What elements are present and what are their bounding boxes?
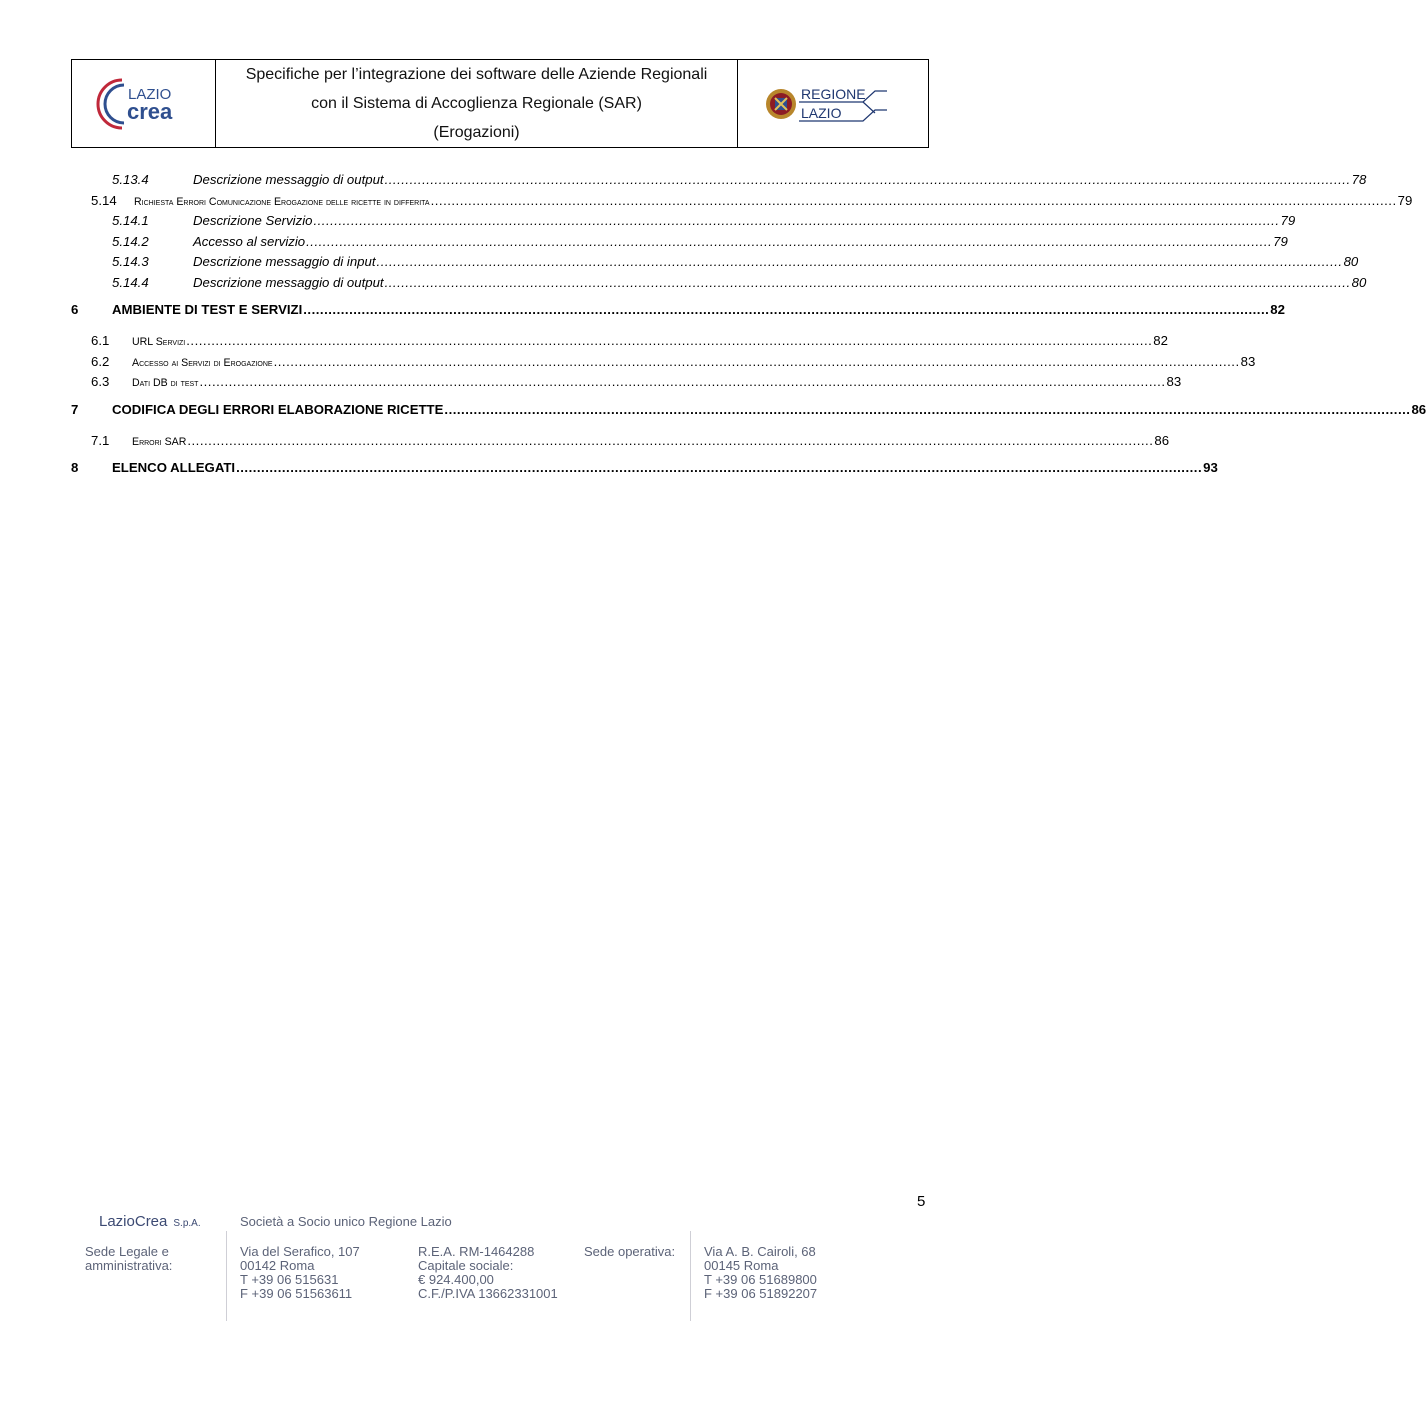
toc-page: 79 <box>1280 213 1296 228</box>
footer-sede-legale-label <box>85 1245 172 1273</box>
toc-entry-5-14-3[interactable] <box>71 254 1359 275</box>
toc-entry-5-14[interactable] <box>71 192 1413 214</box>
toc-entry-5-13-4[interactable] <box>71 172 1367 193</box>
toc-number: 6 <box>71 302 79 317</box>
footer-line: F +39 06 51563611 <box>240 1286 353 1301</box>
toc-entry-7[interactable] <box>71 401 1426 427</box>
footer-line: T +39 06 51689800 <box>704 1272 817 1287</box>
toc-page: 86 <box>1411 401 1426 417</box>
laziocrea-logo <box>72 60 216 147</box>
toc-entry-8[interactable] <box>71 460 1218 485</box>
footer-line: Capitale sociale: <box>418 1258 514 1273</box>
header-title-line-2: con il Sistema di Accoglienza Regionale (SAR) <box>311 95 642 112</box>
toc-title: Richiesta Errori Comunicazione Erogazione delle ricette in differita <box>134 195 430 208</box>
toc-entry-7-1[interactable] <box>71 432 1170 454</box>
toc-entry-5-14-4[interactable] <box>71 274 1367 296</box>
toc-title: ELENCO ALLEGATI <box>112 460 236 475</box>
footer-line: R.E.A. RM-1464288 <box>418 1244 535 1259</box>
footer-societa: Società a Socio unico Regione Lazio <box>240 1214 452 1229</box>
document-header <box>71 59 929 148</box>
toc-leader: ........................................................................................................................................................................................................................................ <box>273 353 1240 369</box>
toc-entry-6-2[interactable] <box>71 353 1256 375</box>
document-footer <box>0 1210 1000 1330</box>
toc-title: Dati DB di test <box>132 377 199 389</box>
toc-entry-6[interactable] <box>71 302 1285 327</box>
toc-number: 7 <box>71 401 79 417</box>
table-of-contents <box>71 172 1426 485</box>
footer-sede-operativa-address <box>704 1245 817 1301</box>
toc-page: 83 <box>1166 374 1182 389</box>
toc-number: 6.3 <box>91 374 110 389</box>
page-number: 5 <box>917 1193 926 1210</box>
footer-sede-legale-address <box>240 1245 360 1301</box>
toc-number: 5.14.4 <box>112 274 149 290</box>
header-title <box>216 60 738 147</box>
footer-line: T +39 06 515631 <box>240 1272 339 1287</box>
footer-line: 00142 Roma <box>240 1258 315 1273</box>
toc-leader: ........................................................................................................................................................................................................................................ <box>303 302 1270 317</box>
footer-line: Sede Legale e <box>85 1244 169 1259</box>
toc-leader: ........................................................................................................................................................................................................................................ <box>384 172 1351 187</box>
footer-line: F +39 06 51892207 <box>704 1286 818 1301</box>
toc-entry-6-1[interactable] <box>71 333 1168 354</box>
footer-brand-name: LazioCrea <box>99 1213 168 1230</box>
footer-rea <box>418 1245 558 1301</box>
toc-number: 7.1 <box>91 432 110 448</box>
footer-line: C.F./P.IVA 13662331001 <box>418 1286 558 1301</box>
toc-leader: ........................................................................................................................................................................................................................................ <box>199 374 1166 389</box>
footer-divider <box>226 1231 227 1321</box>
toc-title: Accesso ai Servizi di Erogazione <box>132 356 273 369</box>
toc-number: 6.1 <box>91 333 110 348</box>
toc-leader: ........................................................................................................................................................................................................................................ <box>444 401 1411 417</box>
header-title-line-1: Specifiche per l’integrazione dei software delle Aziende Regionali <box>245 66 708 83</box>
toc-title: Errori SAR <box>132 435 187 448</box>
toc-page: 80 <box>1351 274 1367 290</box>
toc-page: 86 <box>1154 432 1170 448</box>
toc-leader: ........................................................................................................................................................................................................................................ <box>430 192 1397 208</box>
toc-page: 93 <box>1203 460 1218 475</box>
toc-page: 79 <box>1273 233 1288 249</box>
toc-number: 5.14 <box>91 192 117 208</box>
regione-lazio-logo <box>738 60 928 147</box>
logo-text-regione: REGIONE <box>801 85 866 102</box>
footer-line: € 924.400,00 <box>418 1272 494 1287</box>
footer-line: Via del Serafico, 107 <box>240 1244 360 1259</box>
logo-text-lazio-region: LAZIO <box>801 104 842 121</box>
footer-brand <box>99 1213 201 1230</box>
logo-text-crea: crea <box>126 98 172 124</box>
toc-title: Accesso al servizio <box>193 233 306 249</box>
toc-leader: ........................................................................................................................................................................................................................................ <box>376 254 1343 269</box>
toc-title: URL Servizi <box>132 336 186 348</box>
footer-line: Via A. B. Cairoli, 68 <box>704 1244 816 1259</box>
toc-entry-6-3[interactable] <box>71 374 1182 395</box>
toc-page: 78 <box>1351 172 1367 187</box>
toc-title: Descrizione messaggio di input <box>193 254 376 269</box>
toc-leader: ........................................................................................................................................................................................................................................ <box>384 274 1351 290</box>
toc-number: 6.2 <box>91 353 110 369</box>
toc-page: 83 <box>1240 353 1256 369</box>
toc-title: AMBIENTE DI TEST E SERVIZI <box>112 302 303 317</box>
toc-page: 82 <box>1270 302 1285 317</box>
laziocrea-logo-mark <box>94 74 194 134</box>
footer-line: amministrativa: <box>85 1258 173 1273</box>
toc-number: 5.14.2 <box>112 233 149 249</box>
toc-title: Descrizione messaggio di output <box>193 274 384 290</box>
regione-lazio-emblem <box>763 82 903 126</box>
toc-number: 8 <box>71 460 79 475</box>
toc-title: Descrizione Servizio <box>193 213 313 228</box>
logo-text-lazio: LAZIO <box>127 85 171 103</box>
toc-leader: ........................................................................................................................................................................................................................................ <box>236 460 1203 475</box>
toc-entry-5-14-1[interactable] <box>71 213 1296 234</box>
toc-page: 80 <box>1343 254 1359 269</box>
toc-entry-5-14-2[interactable] <box>71 233 1288 255</box>
footer-divider <box>690 1231 691 1321</box>
toc-title: CODIFICA DEGLI ERRORI ELABORAZIONE RICETTE <box>112 401 444 417</box>
toc-leader: ........................................................................................................................................................................................................................................ <box>306 233 1273 249</box>
footer-sede-operativa-label: Sede operativa: <box>584 1244 676 1259</box>
header-title-line-3: (Erogazioni) <box>433 124 520 141</box>
toc-leader: ........................................................................................................................................................................................................................................ <box>186 333 1153 348</box>
toc-leader: ........................................................................................................................................................................................................................................ <box>313 213 1280 228</box>
footer-line: 00145 Roma <box>704 1258 779 1273</box>
toc-number: 5.13.4 <box>112 172 149 187</box>
toc-page: 79 <box>1397 192 1413 208</box>
toc-title: Descrizione messaggio di output <box>193 172 384 187</box>
toc-number: 5.14.1 <box>112 213 149 228</box>
footer-brand-suffix: S.p.A. <box>173 1218 201 1229</box>
toc-number: 5.14.3 <box>112 254 149 269</box>
toc-leader: ........................................................................................................................................................................................................................................ <box>187 432 1154 448</box>
toc-page: 82 <box>1153 333 1168 348</box>
